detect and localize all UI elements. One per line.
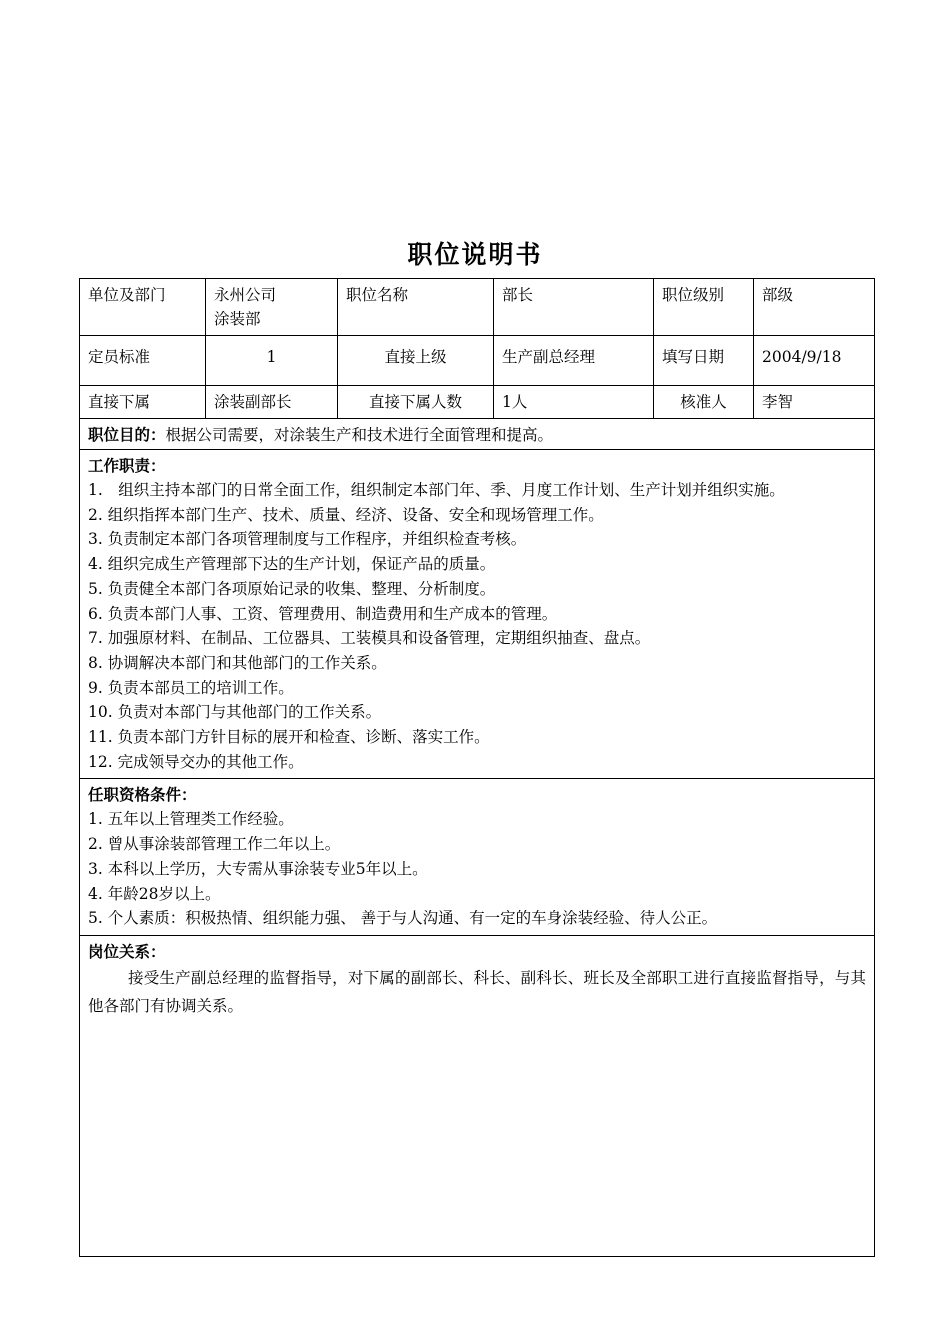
position-level-value: 部级 [754,279,875,336]
approver-label: 核准人 [654,386,754,419]
duties-section [80,450,875,779]
header-row-1 [80,279,875,336]
relations-section [80,935,875,1256]
job-description-table [79,278,875,1257]
fill-date-value: 2004/9/18 [754,336,875,386]
fill-date-label: 填写日期 [654,336,754,386]
qualifications-list [88,807,866,931]
unit-value-company: 永州公司 [214,286,277,304]
qualifications-row [80,779,875,936]
list-item: 4. 组织完成生产管理部下达的生产计划，保证产品的质量。 [88,555,496,574]
purpose-text: 根据公司需要，对涂装生产和技术进行全面管理和提高。 [165,426,554,444]
unit-label: 单位及部门 [80,279,206,336]
purpose-label: 职位目的： [88,426,166,444]
position-name-label: 职位名称 [338,279,494,336]
subordinate-label: 直接下属 [80,386,206,419]
list-item: 8. 协调解决本部门和其他部门的工作关系。 [88,653,387,672]
header-row-3 [80,386,875,419]
unit-value [206,279,338,336]
list-item: 12. 完成领导交办的其他工作。 [88,752,304,771]
superior-label: 直接上级 [338,336,494,386]
position-level-label: 职位级别 [654,279,754,336]
list-item: 5. 个人素质：积极热情、组织能力强、 善于与人沟通、有一定的车身涂装经验、待人公正。 [88,909,718,928]
relations-label: 岗位关系： [88,942,166,961]
document-title: 职位说明书 [407,240,543,269]
duties-row [80,450,875,779]
list-item: 10. 负责对本部门与其他部门的工作关系。 [88,703,382,722]
position-name-value: 部长 [494,279,654,336]
superior-value: 生产副总经理 [494,336,654,386]
subordinate-count-label: 直接下属人数 [338,386,494,419]
list-item: 3. 负责制定本部门各项管理制度与工作程序，并组织检查考核。 [88,530,527,549]
duties-label: 工作职责： [88,457,166,475]
list-item: 11. 负责本部门方针目标的展开和检查、诊断、落实工作。 [88,728,490,747]
list-item: 5. 负责健全本部门各项原始记录的收集、整理、分析制度。 [88,579,496,598]
list-item: 4. 年龄28岁以上。 [88,884,221,903]
unit-value-department: 涂装部 [214,310,261,328]
list-item: 1. 五年以上管理类工作经验。 [88,810,294,829]
list-item: 9. 负责本部员工的培训工作。 [88,678,294,697]
purpose-row [80,419,875,450]
relations-row [80,935,875,1256]
list-item: 7. 加强原材料、在制品、工位器具、工装模具和设备管理，定期组织抽查、盘点。 [88,629,651,648]
qualifications-section [80,779,875,936]
duties-list [88,478,866,774]
list-item: 1. 组织主持本部门的日常全面工作，组织制定本部门年、季、月度工作计划、生产计划并组织实施。 [88,481,785,499]
purpose-section [80,419,875,450]
subordinate-value: 涂装副部长 [206,386,338,419]
relations-text: 接受生产副总经理的监督指导，对下属的副部长、科长、副科长、班长及全部职工进行直接监督指导，与其他各部门有协调关系。 [88,968,866,1015]
staffing-value: 1 [206,336,338,386]
header-row-2 [80,336,875,386]
list-item: 2. 组织指挥本部门生产、技术、质量、经济、设备、安全和现场管理工作。 [88,505,604,524]
subordinate-count-value: 1人 [494,386,654,419]
approver-value: 李智 [754,386,875,419]
staffing-label: 定员标准 [80,336,206,386]
list-item: 2. 曾从事涂装部管理工作二年以上。 [88,835,341,854]
list-item: 3. 本科以上学历，大专需从事涂装专业5年以上。 [88,859,428,878]
list-item: 6. 负责本部门人事、工资、管理费用、制造费用和生产成本的管理。 [88,604,558,623]
qualifications-label: 任职资格条件： [88,786,197,805]
